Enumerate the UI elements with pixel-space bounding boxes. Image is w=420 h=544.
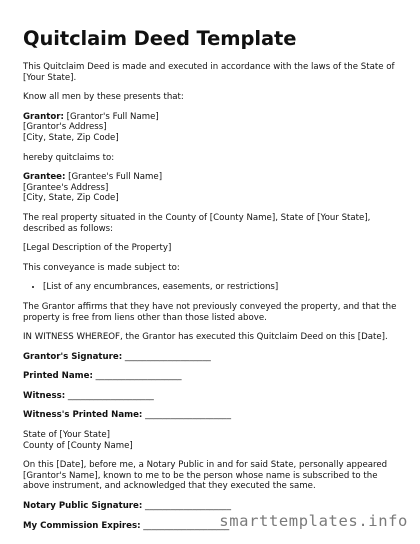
venue-state: State of [Your State] (23, 430, 111, 441)
notary-signature-line (23, 501, 403, 512)
commission-expires-blank: ____________________ (140, 520, 230, 531)
witness-label: Witness: (23, 390, 66, 401)
witness-printed-name-line (23, 410, 403, 421)
grantor-signature-blank: ____________________ (122, 351, 211, 362)
grantee-block (23, 172, 403, 204)
witness-printed-name-label: Witness's Printed Name: (23, 410, 143, 421)
printed-name-label: Printed Name: (23, 371, 93, 382)
notary-signature-blank: ____________________ (142, 501, 231, 512)
legal-description: [Legal Description of the Property] (23, 243, 172, 254)
grantor-name-line (23, 112, 403, 123)
document-page (23, 27, 403, 540)
witness-line (23, 391, 403, 402)
venue-block (23, 430, 403, 451)
witness-statement: IN WITNESS WHEREOF, the Grantor has executed this Quitclaim Deed on this [Date]. (23, 332, 388, 343)
list-item: • [List of any encumbrances, easements, or restrictions] (43, 282, 403, 293)
intro-paragraph: This Quitclaim Deed is made and executed in accordance with the laws of the State of [Your State]. (23, 62, 395, 83)
grantee-name-line (23, 172, 403, 183)
grantor-label: Grantor: (23, 111, 64, 122)
grantee-name: [Grantee's Full Name] (65, 172, 163, 183)
grantor-signature-label: Grantor's Signature: (23, 351, 123, 362)
grantee-address: [Grantee's Address] (23, 182, 109, 193)
witness-blank: ____________________ (65, 390, 154, 401)
grantor-address: [Grantor's Address] (23, 122, 107, 133)
commission-expires-label: My Commission Expires: (23, 520, 141, 531)
encumbrance-list (23, 282, 403, 293)
printed-name-blank: ____________________ (92, 371, 182, 382)
grantee-city: [City, State, Zip Code] (23, 193, 119, 204)
property-paragraph: The real property situated in the County of [County Name], State of [Your State], described as follows: (23, 212, 371, 234)
grantor-signature-line (23, 352, 403, 363)
witness-printed-name-blank: ____________________ (142, 410, 232, 421)
conveyance-paragraph: This conveyance is made subject to: (23, 262, 180, 273)
affirmation-paragraph: The Grantor affirms that they have not previously conveyed the property, and that the property is free from liens other than those listed above. (23, 301, 397, 323)
grantee-label: Grantee: (23, 172, 66, 183)
quitclaims-paragraph: hereby quitclaims to: (23, 152, 115, 163)
venue-county: County of [County Name] (23, 440, 133, 451)
know-all-paragraph: Know all men by these presents that: (23, 92, 184, 103)
printed-name-line (23, 371, 403, 382)
notary-paragraph: On this [Date], before me, a Notary Public in and for said State, personally appeared [Grantor's Name], known to me to be the person whose name is subscribed to the above instrument, and acknowledged that they executed the same. (23, 460, 388, 492)
grantor-name: [Grantor's Full Name] (63, 111, 159, 122)
notary-signature-label: Notary Public Signature: (23, 501, 143, 512)
grantor-city: [City, State, Zip Code] (23, 132, 119, 143)
watermark: smarttemplates.info (219, 512, 408, 530)
page-title: Quitclaim Deed Template (23, 27, 297, 50)
grantor-block (23, 112, 403, 144)
